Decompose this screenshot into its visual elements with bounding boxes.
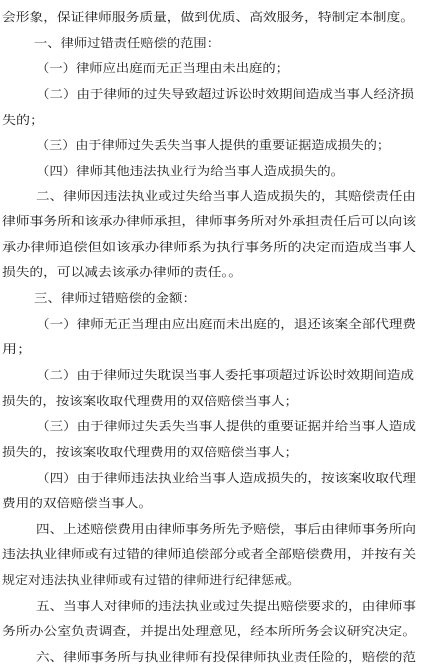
text-line: 损失的，可以减去该承办律师的责任。。	[2, 265, 243, 280]
text-line: 损失的，按该案收取代理费用的双倍赔偿当事人；	[2, 444, 299, 459]
text-line: 损失的，按该案收取代理费用的双倍赔偿当事人；	[2, 393, 299, 408]
text-line: 失的；	[2, 112, 45, 127]
section-heading: 一、律师过错责任赔偿的范围：	[34, 35, 221, 50]
text-line: 违法执业律师或有过错的律师追偿部分或者全部赔偿费用，并按有关	[2, 547, 417, 562]
text-line: 二、律师因违法执业或过失给当事人造成损失的，其赔偿责任由	[36, 188, 417, 203]
text-line: 会形象，保证律师服务质量，做到优质、高效服务，特制定本制度。	[2, 10, 415, 24]
text-line: （二）由于律师的过失导致超过诉讼时效期间造成当事人经济损	[36, 86, 415, 101]
section-heading: 三、律师过错赔偿的金额：	[34, 291, 197, 306]
text-line: （一）律师无正当理由应出庭而未出庭的，退还该案全部代理费	[36, 316, 417, 331]
text-line: 规定对违法执业律师或有过错的律师进行纪律惩戒。	[2, 573, 301, 588]
text-line: （四）由于律师违法执业给当事人造成损失的，按该案收取代理	[36, 470, 417, 485]
text-line: （四）律师其他违法执业行为给当事人造成损失的。	[36, 163, 345, 178]
text-line: 务所办公室负责调查，并提出处理意见，经本所所务会议研究决定。	[2, 624, 417, 639]
text-line: 律师事务所和该承办律师承担，律师事务所对外承担责任后可以向该	[2, 214, 417, 229]
text-line: 四、上述赔偿费用由律师事务所先予赔偿，事后由律师事务所向	[36, 521, 417, 536]
text-line: （一）律师应出庭而无正当理由未出庭的；	[36, 61, 290, 76]
text-line: 费用的双倍赔偿当事人。	[2, 496, 153, 511]
text-line: 用；	[2, 342, 33, 357]
text-line: （二）由于律师过失耽误当事人委托事项超过诉讼时效期间造成	[36, 368, 415, 382]
text-line: 承办律师追偿但如该承办律师系为执行事务所的决定而造成当事人	[2, 239, 417, 254]
text-line: （三）由于律师过失丢失当事人提供的重要证据并给当事人造成	[36, 419, 417, 434]
text-line: 五、当事人对律师的违法执业或过失提出赔偿要求的，由律师事	[36, 598, 417, 613]
text-line: （三）由于律师过失丢失当事人提供的重要证据造成损失的；	[36, 138, 391, 153]
text-line: 六、律师事务所与执业律师有投保律师执业责任险的，赔偿的范	[36, 650, 417, 664]
